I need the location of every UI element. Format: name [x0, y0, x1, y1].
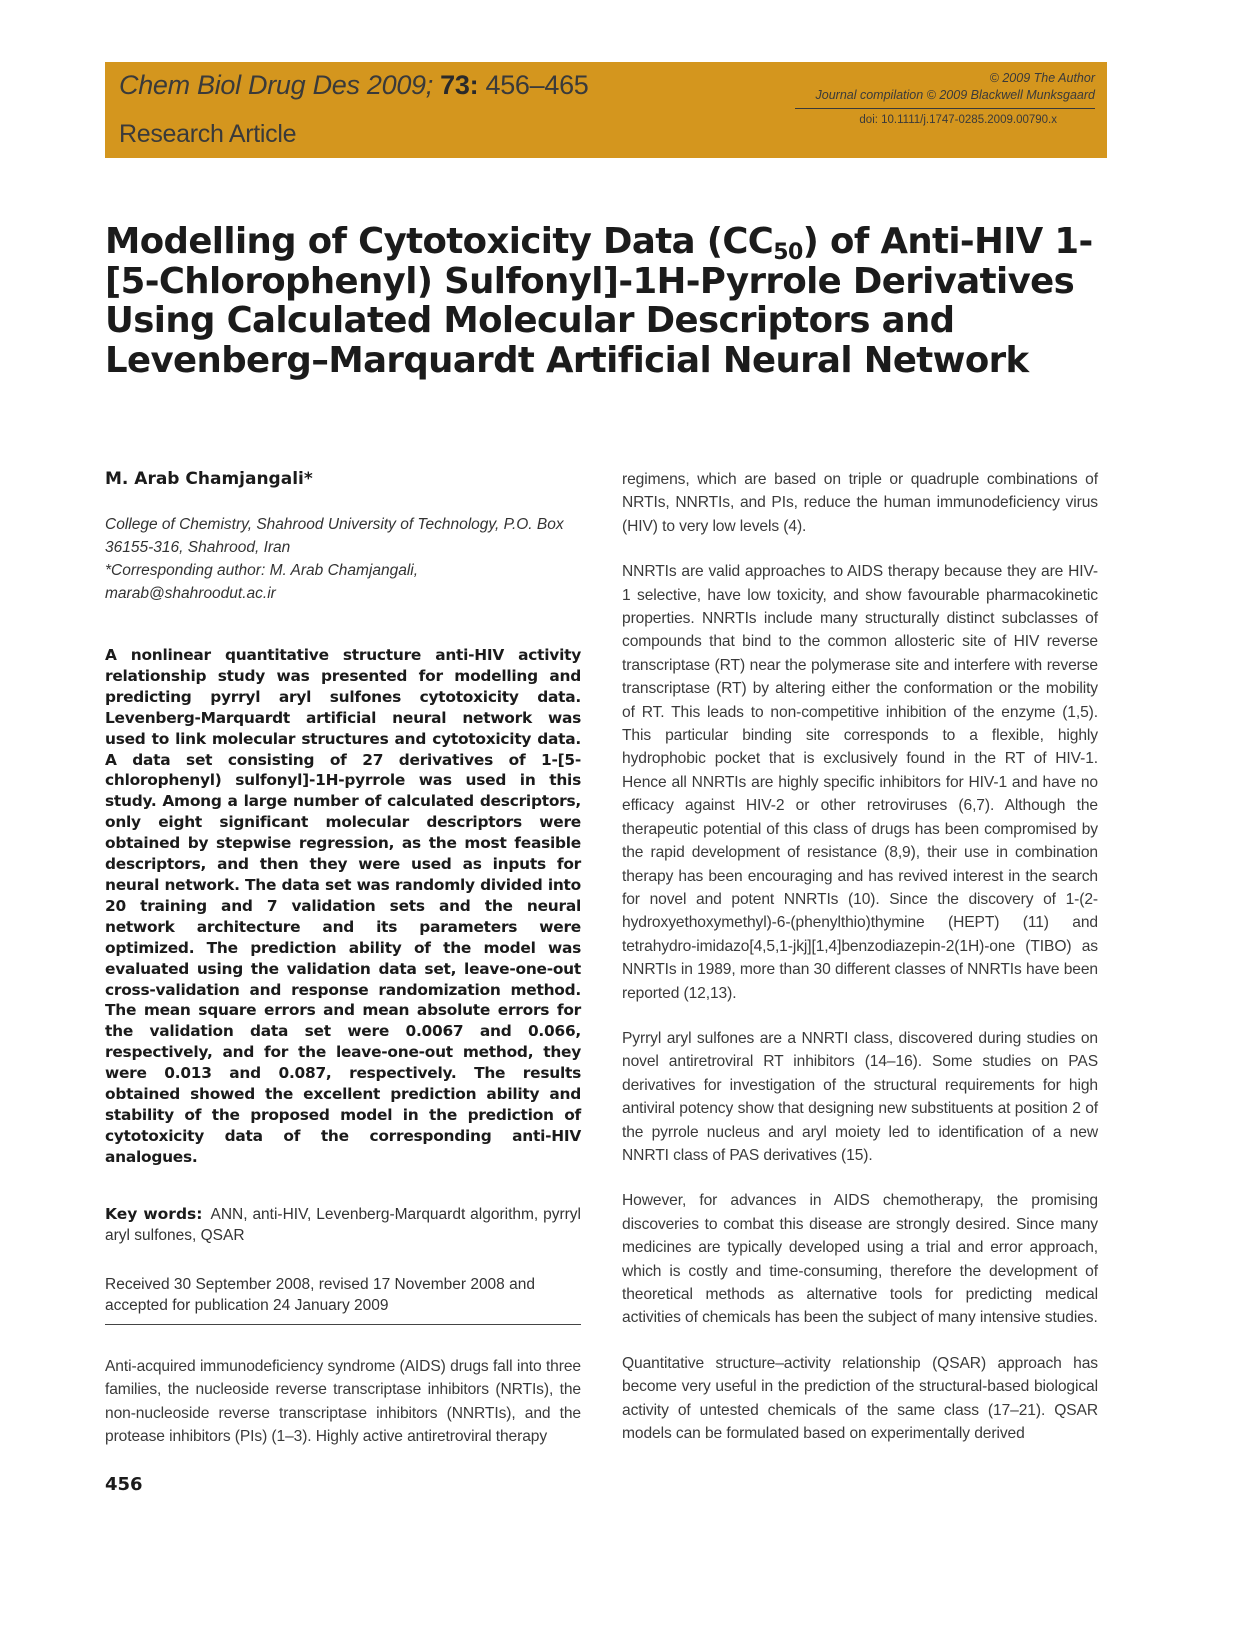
doi-divider — [795, 108, 1095, 109]
keywords — [105, 1204, 581, 1246]
keywords-text: ANN, anti-HIV, Levenberg-Marquardt algorithm, pyrryl aryl sulfones, QSAR — [105, 1206, 581, 1244]
corresponding-author: *Corresponding author: M. Arab Chamjangali, — [105, 562, 419, 579]
journal-volume: 73: — [440, 70, 479, 100]
body-paragraph-2: NNRTIs are valid approaches to AIDS therapy because they are HIV-1 selective, have low toxicity, and show favourable pharmacokinetic properties. NNRTIs include many structurally distinct subclasses of compounds that bind to the common allosteric site of HIV reverse transcriptase (RT) near the polymerase site and interfere with reverse transcriptase (RT) by altering either the conformation or the mobility of RT. This leads to non-competitive inhibition of the enzyme (1,5). This particular binding site corresponds to a flexible, highly hydrophobic pocket that is exclusively found in the RT of HIV-1. Hence all NNRTIs are highly specific inhibitors for HIV-1 and have no efficacy against HIV-2 or other retroviruses (6,7). Although the therapeutic potential of this class of drugs has been compromised by the rapid development of resistance (8,9), their use in combination therapy has been encouraging and has revived interest in the search for novel and potent NNRTIs (10). Since the discovery of 1-(2-hydroxyethoxymethyl)-6-(phenylthio)thymine (HEPT) (11) and tetrahydro-imidazo[4,5,1-jkj][1,4]benzodiazepin-2(1H)-one (TIBO) as NNRTIs in 1989, more than 30 different classes of NNRTIs have been reported (12,13). — [622, 563, 1098, 1002]
body-paragraph-5: Quantitative structure–activity relationship (QSAR) approach has become very useful in the prediction of the structural-based biological activity of untested chemicals of the same class (17–21). QSAR models can be formulated based on experimentally derived — [622, 1354, 1098, 1443]
doi-link[interactable]: doi: 10.1111/j.1747-0285.2009.00790.x — [859, 114, 1057, 126]
intro-paragraph: Anti-acquired immunodeficiency syndrome (AIDS) drugs fall into three families, the nucleoside reverse transcriptase inhibitors (NRTIs), the non-nucleoside reverse transcriptase inhibitors (NNRTIs), and the protease inhibitors (PIs) (1–3). Highly active antiretroviral therapy — [105, 1358, 581, 1446]
body-paragraph-4: However, for advances in AIDS chemotherapy, the promising discoveries to combat this disease are strongly desired. Since many medicines are typically developed using a trial and error approach, which is costly and time-consuming, therefore the development of theoretical methods as alternative tools for predicting medical activities of chemicals has been the subject of many intensive studies. — [622, 1192, 1098, 1327]
affiliation — [105, 513, 575, 605]
body-paragraph-1: regimens, which are based on triple or quadruple combinations of NRTIs, NNRTIs, and PIs, reduce the human immunodeficiency virus (HIV) to very low levels (4). — [622, 471, 1098, 535]
journal-pages: 456–465 — [485, 70, 589, 100]
copyright-compilation: Journal compilation © 2009 Blackwell Munksgaard — [815, 88, 1095, 102]
page-number: 456 — [105, 1474, 143, 1495]
title-subscript: 50 — [773, 240, 803, 265]
author-email[interactable]: marab@shahroodut.ac.ir — [105, 585, 276, 602]
journal-banner — [105, 62, 1107, 158]
keywords-label: Key words: — [105, 1205, 203, 1223]
abstract: A nonlinear quantitative structure anti-HIV activity relationship study was presented for modelling and predicting pyrryl aryl sulfones cytotoxicity data. Levenberg-Marquardt artificial neural network was used to link molecular structures and cytotoxicity data. A data set consisting of 27 derivatives of 1-[5-chlorophenyl) sulfonyl]-1H-pyrrole was used in this study. Among a large number of calculated descriptors, only eight significant molecular descriptors were obtained by stepwise regression, as the most feasible descriptors, and then they were used as inputs for neural network. The data set was randomly divided into 20 training and 7 validation sets and the neural network architecture and its parameters were optimized. The prediction ability of the model was evaluated using the validation data set, leave-one-out cross-validation and response randomization method. The mean square errors and mean absolute errors for the validation data set were 0.0067 and 0.066, respectively, and for the leave-one-out method, they were 0.013 and 0.087, respectively. The results obtained showed the excellent prediction ability and stability of the proposed model in the prediction of cytotoxicity data of the corresponding anti-HIV analogues. — [105, 646, 581, 1166]
article-title — [105, 222, 1105, 380]
author-name: M. Arab Chamjangali* — [105, 469, 313, 489]
journal-name: Chem Biol Drug Des 2009; — [119, 70, 433, 100]
right-column-body — [622, 468, 1098, 1467]
left-column-body — [105, 1355, 581, 1449]
title-part-1: Modelling of Cytotoxicity Data (CC — [105, 221, 774, 262]
copyright-author: © 2009 The Author — [989, 71, 1095, 85]
body-paragraph-3: Pyrryl aryl sulfones are a NNRTI class, discovered during studies on novel antiretroviral RT inhibitors (14–16). Some studies on PAS derivatives for investigation of the structural requirements for high antiviral potency show that designing new substituents at position 2 of the pyrrole nucleus and aryl moiety led to identification of a new NNRTI class of PAS derivatives (15). — [622, 1029, 1098, 1164]
title-part-2: ) of Anti-HIV 1-[5-Chlorophenyl) Sulfonyl]-1H-Pyrrole Derivatives Using Calculated Molecular Descriptors and Levenberg–Marquardt Artificial Neural Network — [105, 221, 1093, 381]
section-divider — [105, 1324, 581, 1325]
journal-citation — [119, 70, 589, 101]
affiliation-line-1: College of Chemistry, Shahrood University of Technology, P.O. Box — [105, 516, 564, 533]
article-type: Research Article — [119, 120, 297, 148]
copyright-notice — [816, 70, 1096, 104]
affiliation-line-2: 36155-316, Shahrood, Iran — [105, 539, 291, 556]
received-dates: Received 30 September 2008, revised 17 November 2008 and accepted for publication 24 January 2009 — [105, 1276, 535, 1314]
